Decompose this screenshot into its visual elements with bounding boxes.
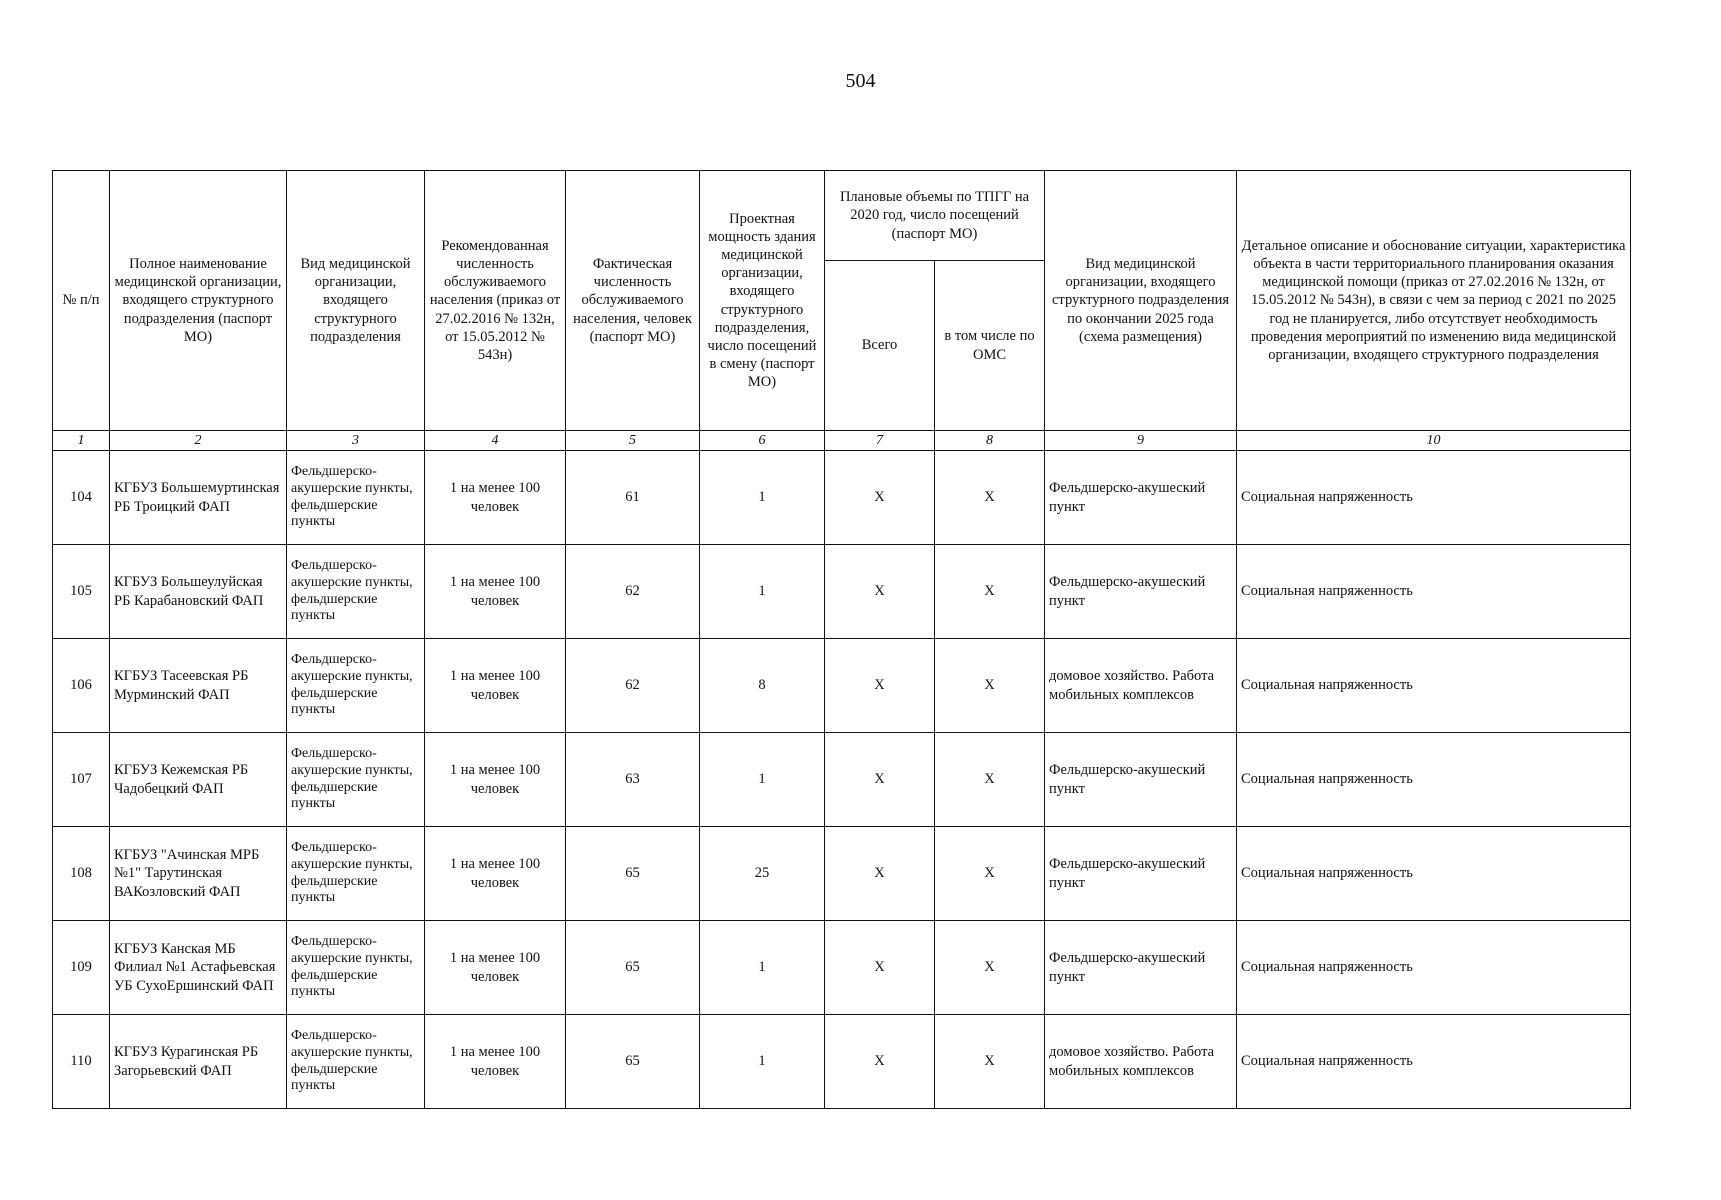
row-description-cell: Социальная напряженность: [1237, 451, 1631, 545]
row-type-cell: Фельдшерско-акушерские пункты, фельдшерские пункты: [287, 639, 425, 733]
row-recommended-cell: 1 на менее 100 человек: [425, 545, 566, 639]
row-oms-cell: X: [935, 545, 1045, 639]
row-type-2025-cell: Фельдшерско-акушеский пункт: [1045, 451, 1237, 545]
header-design-capacity: Проектная мощность здания медицинской организации, входящего структурного подразделения, число посещений в смену (паспорт МО): [700, 171, 825, 431]
column-number: 3: [287, 431, 425, 451]
row-recommended-cell: 1 на менее 100 человек: [425, 1015, 566, 1109]
table-row: [53, 827, 1631, 921]
row-oms-cell: X: [935, 733, 1045, 827]
row-actual-cell: 63: [566, 733, 700, 827]
row-type-cell: Фельдшерско-акушерские пункты, фельдшерские пункты: [287, 921, 425, 1015]
row-actual-cell: 65: [566, 1015, 700, 1109]
row-total-cell: X: [825, 545, 935, 639]
row-type-cell: Фельдшерско-акушерские пункты, фельдшерские пункты: [287, 1015, 425, 1109]
row-name-cell: КГБУЗ Тасеевская РБ Мурминский ФАП: [110, 639, 287, 733]
column-number: 5: [566, 431, 700, 451]
row-actual-cell: 65: [566, 921, 700, 1015]
row-name-cell: КГБУЗ Канская МБ Филиал №1 Астафьевская УБ СухоЕршинский ФАП: [110, 921, 287, 1015]
header-oms: в том числе по ОМС: [935, 261, 1045, 431]
row-oms-cell: X: [935, 451, 1045, 545]
row-total-cell: X: [825, 451, 935, 545]
row-description-cell: Социальная напряженность: [1237, 827, 1631, 921]
row-recommended-cell: 1 на менее 100 человек: [425, 639, 566, 733]
row-capacity-cell: 1: [700, 1015, 825, 1109]
row-number-cell: 109: [53, 921, 110, 1015]
row-capacity-cell: 25: [700, 827, 825, 921]
row-type-2025-cell: Фельдшерско-акушеский пункт: [1045, 921, 1237, 1015]
row-number-cell: 108: [53, 827, 110, 921]
row-recommended-cell: 1 на менее 100 человек: [425, 921, 566, 1015]
header-total: Всего: [825, 261, 935, 431]
row-type-2025-cell: домовое хозяйство. Работа мобильных комплексов: [1045, 1015, 1237, 1109]
header-number: № п/п: [53, 171, 110, 431]
facilities-table: [52, 170, 1631, 1109]
row-capacity-cell: 1: [700, 545, 825, 639]
row-number-cell: 107: [53, 733, 110, 827]
row-type-cell: Фельдшерско-акушерские пункты, фельдшерские пункты: [287, 827, 425, 921]
column-number: 4: [425, 431, 566, 451]
row-type-2025-cell: домовое хозяйство. Работа мобильных комплексов: [1045, 639, 1237, 733]
row-total-cell: X: [825, 639, 935, 733]
column-number-row: [53, 431, 1631, 451]
column-number: 6: [700, 431, 825, 451]
column-number: 7: [825, 431, 935, 451]
row-oms-cell: X: [935, 827, 1045, 921]
table-header: [53, 171, 1631, 431]
table-body: [53, 431, 1631, 1109]
row-total-cell: X: [825, 1015, 935, 1109]
row-description-cell: Социальная напряженность: [1237, 733, 1631, 827]
row-oms-cell: X: [935, 639, 1045, 733]
row-total-cell: X: [825, 827, 935, 921]
row-name-cell: КГБУЗ Большеулуйская РБ Карабановский ФАП: [110, 545, 287, 639]
row-type-2025-cell: Фельдшерско-акушеский пункт: [1045, 827, 1237, 921]
table-row: [53, 1015, 1631, 1109]
header-org-type: Вид медицинской организации, входящего структурного подразделения: [287, 171, 425, 431]
row-name-cell: КГБУЗ Курагинская РБ Загорьевский ФАП: [110, 1015, 287, 1109]
header-description: Детальное описание и обоснование ситуации, характеристика объекта в части территориального планирования оказания медицинской помощи (приказ от 27.02.2016 № 132н, от 15.05.2012 № 543н), в связи с чем за период с 2021 по 2025 год не планируется, либо отсутствует необходимость проведения мероприятий по изменению вида медицинской организации, входящего структурного подразделения: [1237, 171, 1631, 431]
row-recommended-cell: 1 на менее 100 человек: [425, 451, 566, 545]
column-number: 10: [1237, 431, 1631, 451]
row-actual-cell: 65: [566, 827, 700, 921]
row-type-cell: Фельдшерско-акушерские пункты, фельдшерские пункты: [287, 733, 425, 827]
row-number-cell: 106: [53, 639, 110, 733]
row-capacity-cell: 1: [700, 921, 825, 1015]
column-number: 1: [53, 431, 110, 451]
row-oms-cell: X: [935, 1015, 1045, 1109]
row-recommended-cell: 1 на менее 100 человек: [425, 827, 566, 921]
row-name-cell: КГБУЗ Большемуртинская РБ Троицкий ФАП: [110, 451, 287, 545]
row-capacity-cell: 8: [700, 639, 825, 733]
header-actual-population: Фактическая численность обслуживаемого населения, человек (паспорт МО): [566, 171, 700, 431]
row-description-cell: Социальная напряженность: [1237, 921, 1631, 1015]
row-capacity-cell: 1: [700, 451, 825, 545]
header-recommended-population: Рекомендованная численность обслуживаемого населения (приказ от 27.02.2016 № 132н, от 15.05.2012 № 543н): [425, 171, 566, 431]
row-description-cell: Социальная напряженность: [1237, 639, 1631, 733]
column-number: 8: [935, 431, 1045, 451]
row-total-cell: X: [825, 733, 935, 827]
header-type-2025: Вид медицинской организации, входящего структурного подразделения по окончании 2025 года (схема размещения): [1045, 171, 1237, 431]
row-type-2025-cell: Фельдшерско-акушеский пункт: [1045, 545, 1237, 639]
column-number: 2: [110, 431, 287, 451]
row-actual-cell: 62: [566, 545, 700, 639]
row-total-cell: X: [825, 921, 935, 1015]
row-name-cell: КГБУЗ Кежемская РБ Чадобецкий ФАП: [110, 733, 287, 827]
row-number-cell: 110: [53, 1015, 110, 1109]
row-oms-cell: X: [935, 921, 1045, 1015]
row-actual-cell: 61: [566, 451, 700, 545]
table-row: [53, 733, 1631, 827]
row-description-cell: Социальная напряженность: [1237, 1015, 1631, 1109]
table-row: [53, 639, 1631, 733]
header-planned-volumes: Плановые объемы по ТПГГ на 2020 год, число посещений (паспорт МО): [825, 171, 1045, 261]
table-row: [53, 451, 1631, 545]
row-capacity-cell: 1: [700, 733, 825, 827]
row-description-cell: Социальная напряженность: [1237, 545, 1631, 639]
page-number: 504: [845, 70, 876, 92]
table-row: [53, 545, 1631, 639]
row-type-cell: Фельдшерско-акушерские пункты, фельдшерские пункты: [287, 545, 425, 639]
row-recommended-cell: 1 на менее 100 человек: [425, 733, 566, 827]
row-number-cell: 105: [53, 545, 110, 639]
table-row: [53, 921, 1631, 1015]
row-type-2025-cell: Фельдшерско-акушеский пункт: [1045, 733, 1237, 827]
row-type-cell: Фельдшерско-акушерские пункты, фельдшерские пункты: [287, 451, 425, 545]
row-number-cell: 104: [53, 451, 110, 545]
row-name-cell: КГБУЗ "Ачинская МРБ №1" Тарутинская ВАКозловский ФАП: [110, 827, 287, 921]
column-number: 9: [1045, 431, 1237, 451]
header-full-name: Полное наименование медицинской организации, входящего структурного подразделения (паспорт МО): [110, 171, 287, 431]
row-actual-cell: 62: [566, 639, 700, 733]
